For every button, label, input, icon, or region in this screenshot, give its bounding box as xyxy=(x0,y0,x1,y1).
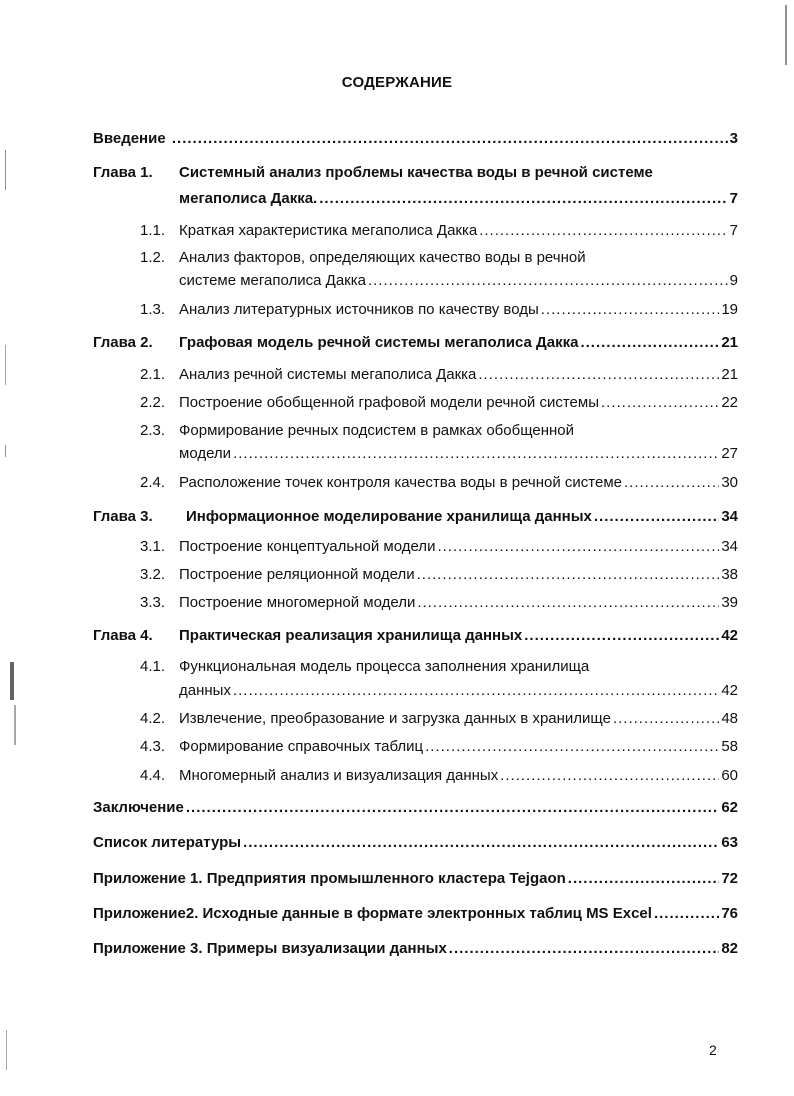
toc-entry-appendix-1[interactable] xyxy=(93,867,738,891)
leader-dots xyxy=(417,563,720,587)
toc-page-number: 42 xyxy=(721,627,738,644)
toc-entry-text: Построение концептуальной модели xyxy=(179,538,436,555)
toc-entry-text: Системный анализ проблемы качества воды в речной системе xyxy=(179,164,653,181)
toc-entry-text: Информационное моделирование хранилища данных xyxy=(186,508,592,525)
toc-entry-4-2[interactable] xyxy=(93,707,738,731)
toc-page-number: 34 xyxy=(721,508,738,525)
toc-page-number: 21 xyxy=(721,366,738,383)
leader-dots xyxy=(500,764,719,788)
toc-page-number: 19 xyxy=(721,301,738,318)
toc-entry-1-1[interactable] xyxy=(93,219,738,243)
toc-entry-number: Глава 1. xyxy=(93,164,153,181)
toc-page-number: 9 xyxy=(729,272,738,289)
toc-entry-2-3[interactable] xyxy=(93,419,738,443)
toc-entry-2-2[interactable] xyxy=(93,391,738,415)
toc-entry-text: Многомерный анализ и визуализация данных xyxy=(179,767,499,784)
toc-entry-number: 1.1. xyxy=(140,222,166,239)
toc-entry-text: Расположение точек контроля качества воды в речной системе xyxy=(179,474,622,491)
toc-entry-appendix-2[interactable] xyxy=(93,902,738,926)
scan-artifact xyxy=(5,345,6,385)
toc-page-number: 76 xyxy=(721,905,738,922)
leader-dots xyxy=(417,591,719,615)
toc-entry-text: Краткая характеристика мегаполиса Дакка xyxy=(179,222,478,239)
leader-dots xyxy=(601,391,719,415)
toc-entry-number: 3.1. xyxy=(140,538,166,555)
leader-dots xyxy=(186,796,719,820)
toc-entry-number: Глава 3. xyxy=(93,508,153,525)
leader-dots xyxy=(624,471,719,495)
leader-dots xyxy=(580,331,719,355)
toc-page-number: 3 xyxy=(729,130,738,147)
leader-dots xyxy=(594,505,719,529)
toc-page-number: 48 xyxy=(721,710,738,727)
toc-page-number: 82 xyxy=(721,940,738,957)
leader-dots xyxy=(478,363,719,387)
toc-entry-text: Приложение 1. Предприятия промышленного кластера Tejgaon xyxy=(93,870,566,887)
toc-entry-3-3[interactable] xyxy=(93,591,738,615)
toc-page-number: 7 xyxy=(729,222,738,239)
scan-artifact xyxy=(6,1030,7,1070)
toc-page-number: 38 xyxy=(721,566,738,583)
toc-page-number: 22 xyxy=(721,394,738,411)
toc-entry-text: Формирование справочных таблиц xyxy=(179,738,424,755)
toc-entry-text-cont: мегаполиса Дакка. xyxy=(179,190,318,207)
toc-entry-3-2[interactable] xyxy=(93,563,738,587)
leader-dots xyxy=(479,219,727,243)
toc-entry-4-4[interactable] xyxy=(93,764,738,788)
toc-entry-text: Анализ речной системы мегаполиса Дакка xyxy=(179,366,477,383)
leader-dots xyxy=(437,535,719,559)
toc-page-number: 42 xyxy=(721,682,738,699)
toc-entry-number: 4.3. xyxy=(140,738,166,755)
leader-dots xyxy=(541,298,720,322)
toc-entry-number: Глава 4. xyxy=(93,627,153,644)
toc-entry-3-1[interactable] xyxy=(93,535,738,559)
toc-entry-appendix-3[interactable] xyxy=(93,937,738,961)
toc-entry-chapter-1[interactable] xyxy=(93,161,738,185)
toc-entry-number: 2.1. xyxy=(140,366,166,383)
leader-dots xyxy=(449,937,720,961)
toc-page-number: 27 xyxy=(721,445,738,462)
leader-dots xyxy=(425,735,719,759)
toc-entry-4-1[interactable] xyxy=(93,655,738,679)
toc-entry-text: Практическая реализация хранилища данных xyxy=(179,627,523,644)
leader-dots xyxy=(319,187,727,211)
toc-entry-text: Построение многомерной модели xyxy=(179,594,416,611)
toc-entry-text: Заключение xyxy=(93,799,184,816)
toc-entry-4-1-cont[interactable] xyxy=(93,679,738,703)
leader-dots xyxy=(243,831,719,855)
toc-entry-text: Приложение 3. Примеры визуализации данных xyxy=(93,940,447,957)
toc-entry-text: Функциональная модель процесса заполнения хранилища xyxy=(179,658,590,675)
toc-entry-number: Глава 2. xyxy=(93,334,153,351)
toc-page-number: 72 xyxy=(721,870,738,887)
toc-entry-number: 4.4. xyxy=(140,767,166,784)
leader-dots xyxy=(233,442,719,466)
toc-entry-text: Список литературы xyxy=(93,834,242,851)
scan-artifact xyxy=(5,150,6,190)
toc-page-number: 30 xyxy=(721,474,738,491)
toc-entry-number: 1.2. xyxy=(140,249,166,266)
toc-entry-number: 2.3. xyxy=(140,422,166,439)
toc-entry-text: Извлечение, преобразование и загрузка данных в хранилище xyxy=(179,710,611,727)
page-number: 2 xyxy=(709,1042,717,1058)
toc-entry-4-3[interactable] xyxy=(93,735,738,759)
toc-entry-text: Графовая модель речной системы мегаполиса Дакка xyxy=(179,334,579,351)
toc-entry-number: 3.2. xyxy=(140,566,166,583)
leader-dots xyxy=(613,707,719,731)
toc-page-number: 58 xyxy=(721,738,738,755)
toc-entry-text: Построение реляционной модели xyxy=(179,566,415,583)
toc-entry-references[interactable] xyxy=(93,831,738,855)
toc-entry-text: Анализ факторов, определяющих качество воды в речной xyxy=(179,249,586,266)
toc-page-number: 60 xyxy=(721,767,738,784)
toc-entry-introduction[interactable] xyxy=(93,127,738,151)
toc-entry-number: 4.2. xyxy=(140,710,166,727)
toc-entry-text-cont: данных xyxy=(179,682,231,699)
toc-entry-2-3-cont[interactable] xyxy=(93,442,738,466)
leader-dots xyxy=(368,269,728,293)
scan-artifact xyxy=(5,445,6,457)
toc-entry-2-4[interactable] xyxy=(93,471,738,495)
toc-entry-number: 2.4. xyxy=(140,474,166,491)
scan-artifact xyxy=(10,662,14,700)
leader-dots xyxy=(172,127,728,151)
toc-page-number: 39 xyxy=(721,594,738,611)
leader-dots xyxy=(568,867,720,891)
toc-entry-number: 4.1. xyxy=(140,658,166,675)
toc-title: СОДЕРЖАНИЕ xyxy=(341,74,453,91)
toc-entry-chapter-2[interactable] xyxy=(93,331,738,355)
toc-page-number: 62 xyxy=(721,799,738,816)
toc-page-number: 34 xyxy=(721,538,738,555)
toc-entry-chapter-1-cont[interactable] xyxy=(93,187,738,211)
toc-entry-number: 2.2. xyxy=(140,394,166,411)
toc-entry-text: Приложение2. Исходные данные в формате электронных таблиц MS Excel xyxy=(93,905,652,922)
toc-entry-number: 3.3. xyxy=(140,594,166,611)
toc-entry-text-cont: системе мегаполиса Дакка xyxy=(179,272,366,289)
toc-entry-1-3[interactable] xyxy=(93,298,738,322)
toc-entry-conclusion[interactable] xyxy=(93,796,738,820)
scan-artifact xyxy=(14,705,16,745)
toc-page-number: 63 xyxy=(721,834,738,851)
toc-entry-text-cont: модели xyxy=(179,445,232,462)
toc-entry-chapter-3[interactable] xyxy=(93,505,738,529)
leader-dots xyxy=(524,624,719,648)
toc-entry-2-1[interactable] xyxy=(93,363,738,387)
toc-entry-1-2[interactable] xyxy=(93,246,738,270)
toc-page-number: 7 xyxy=(729,190,738,207)
toc-entry-text: Введение xyxy=(93,130,166,147)
toc-entry-number: 1.3. xyxy=(140,301,166,318)
scan-artifact xyxy=(785,5,787,65)
toc-entry-chapter-4[interactable] xyxy=(93,624,738,648)
toc-page-number: 21 xyxy=(721,334,738,351)
leader-dots xyxy=(233,679,719,703)
leader-dots xyxy=(654,902,719,926)
toc-entry-text: Анализ литературных источников по качеству воды xyxy=(179,301,539,318)
toc-entry-text: Построение обобщенной графовой модели речной системы xyxy=(179,394,599,411)
toc-entry-1-2-cont[interactable] xyxy=(93,269,738,293)
toc-entry-text: Формирование речных подсистем в рамках обобщенной xyxy=(179,422,575,439)
